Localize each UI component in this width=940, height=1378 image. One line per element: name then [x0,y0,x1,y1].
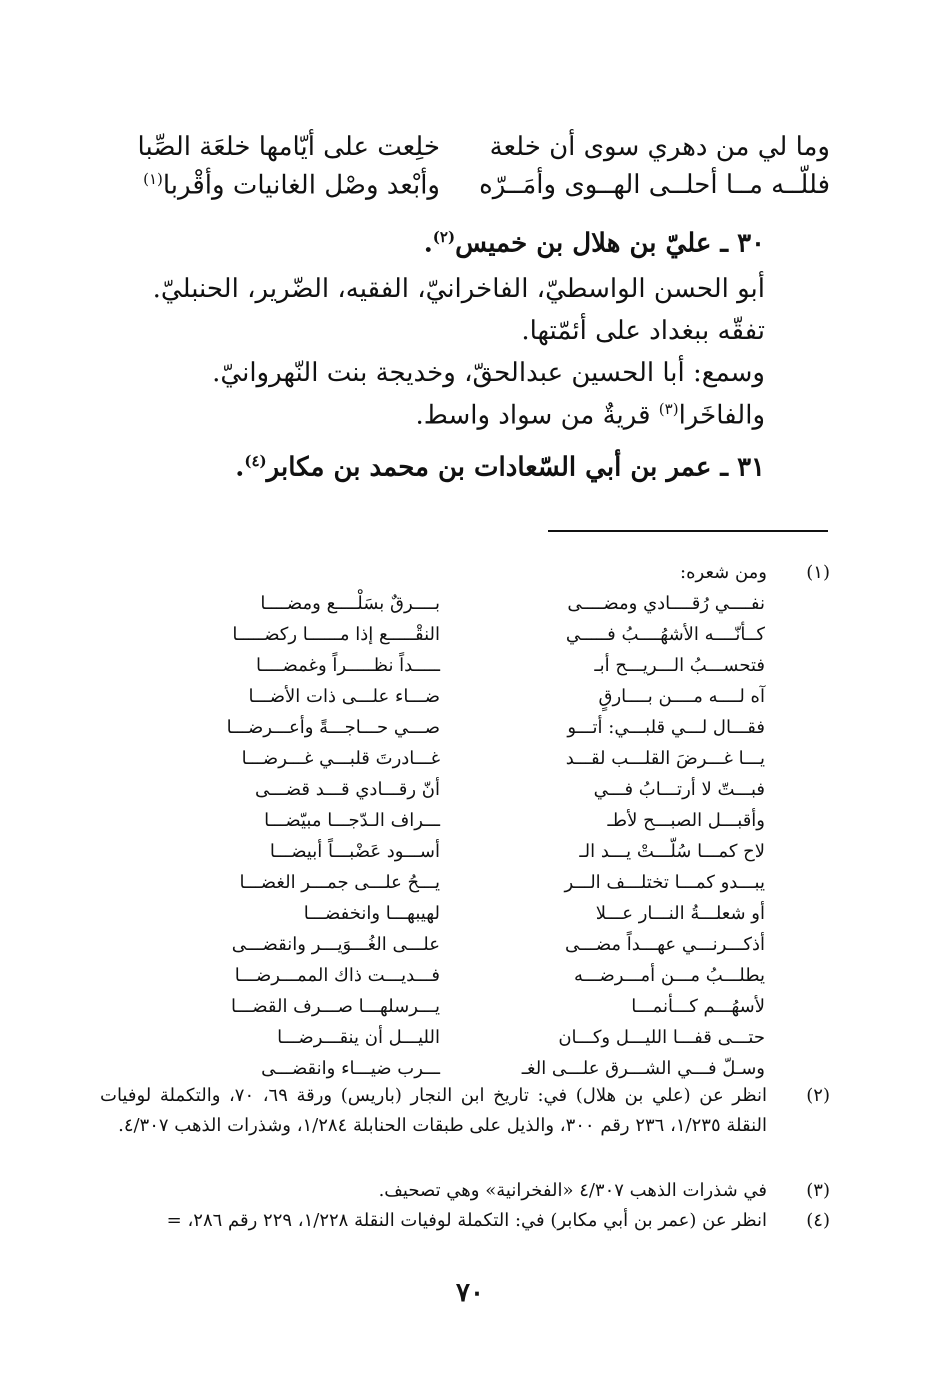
footnote-number: (٢) [806,1085,830,1106]
poem-verse [175,779,765,810]
verse-hemistich-first: فللّــه مــا أحلــى الهــوى وأمَــرّه [479,170,830,200]
entry-text-line: أبو الحسن الواسطيّ، الفاخرانيّ، الفقيه، الضّرير، الحنبليّ. [152,274,765,304]
poem-verse [175,810,765,841]
footnote-marker: (٣) [658,400,679,418]
place-description: قريةٌ من سواد واسط. [415,400,659,431]
verse-text: وأبْعد وصْل الغانيات وأقْربا [162,170,440,201]
poem-hemistich-first: كــأنّــــه الأشهُــــبُ فـــــي [565,624,765,645]
footnote-number: (٣) [806,1180,830,1201]
entry-text-line: وسمع: أبا الحسين عبدالحقّ، وخديجة بنت النّهروانيّ. [212,358,765,388]
poem-verse [175,965,765,996]
page-number: ٧٠ [456,1278,484,1308]
poem-hemistich-first: يطلـــبُ مـــن أمـــرضـــه [574,965,765,986]
entry-title: ٣١ ـ عمر بن أبي السّعادات بن محمد بن مكابر [266,452,765,483]
poem-verse [175,841,765,872]
entry-title: ٣٠ ـ عليّ بن هلال بن خميس [455,228,765,259]
footnote-marker: (٢) [432,228,456,246]
poem-verse [175,655,765,686]
verse-line [100,132,830,172]
entry-heading-end: . [423,228,433,259]
poem-hemistich-second: لهيبهـــا وانخفضـــا [303,903,440,924]
poem-hemistich-first: وسـلّ فـــي الشـــرق علـــى الغـ [521,1058,765,1079]
poem-hemistich-second: ـــــداً نظـــــراً وغمضــــا [255,655,440,676]
poem-verse [175,748,765,779]
footnote-number: (٤) [806,1210,830,1231]
poem-hemistich-second: ـــراف الـدّجـــا مبيّضـــا [264,810,440,831]
verse-line [100,170,830,210]
poem-hemistich-second: ـــرب ضيـــاء وانقضـــى [261,1058,440,1079]
poem-hemistich-first: أذكـــرنـــي عهـــداً مضـــى [565,934,765,955]
place-name: والفاخَرا [678,400,765,431]
entry-heading [100,452,765,483]
poem-hemistich-first: حتـــى قفـــا الليـــل وكـــان [558,1027,765,1048]
poem-hemistich-first: فبـــتّ لا أرتـــابُ فـــي [593,779,765,800]
poem-hemistich-second: غـــادرتَ قلبـــي غـــرضـــا [241,748,440,769]
poem-hemistich-first: فتحســـبُ الـــريـــح أبـ [594,655,765,676]
poem-hemistich-second: يـــرسلهـــا صـــرف القضـــا [230,996,440,1017]
poem-hemistich-first: وأقبـــل الصبـــح لأطـ [607,810,765,831]
poem-verse [175,1027,765,1058]
footnote-marker: (٤) [244,452,267,470]
entry-heading-end: . [235,452,245,483]
footnote-text: في شذرات الذهب ٤/٣٠٧ «الفخرانية» وهي تصحيف. [378,1180,767,1201]
poem-hemistich-first: نفــــي رُقــــادي ومضــــى [567,593,765,614]
entry-heading [100,228,765,259]
poem-hemistich-first: فقـــال لـــي قلبـــي: أتـــو [567,717,765,738]
verse-hemistich-second: خلِعت على أيّامها خلعَة الصِّبا [137,132,440,162]
poem-hemistich-second: أســـود عَضْبـــاً أبيضـــا [269,841,440,862]
footnote-intro: ومن شعره: [680,562,767,583]
poem-hemistich-first: لأسهُـــم كـــأنمـــا [631,996,765,1017]
footnote-number: (١) [806,562,830,583]
poem-verse [175,686,765,717]
verse-hemistich-first: وما لي من دهري سوى أن خلعة [489,132,830,162]
poem-hemistich-first: آه لــــه مــــن بــــارقٍ [598,686,765,707]
poem-hemistich-first: يبـــدو كمـــا تختلـــف الـــر [564,872,765,893]
poem-verse [175,593,765,624]
poem-hemistich-second: فـــديـــت ذاك الممـــرضـــا [234,965,440,986]
poem-verse [175,872,765,903]
poem-hemistich-first: يـــا غـــرضَ القلـــب لقـــد [565,748,765,769]
poem-hemistich-second: النقْـــــع إذا مــــــا ركضـــــا [232,624,440,645]
poem-verse [175,934,765,965]
poem-hemistich-first: أو شعلـــةُ النـــار عـــلا [595,903,765,924]
footnote-text: انظر عن (عمر بن أبي مكابر) في: التكملة لوفيات النقلة ١/٢٢٨، ٢٢٩ رقم ٢٨٦، = [166,1210,767,1231]
poem-verse [175,903,765,934]
poem-hemistich-second: صـــي حـــاجـــةً وأعـــرضـــا [226,717,440,738]
poem-hemistich-second: ضـــاء علـــى ذات الأضـــا [248,686,440,707]
footnote-separator [548,530,828,532]
entry-text-line: تفقّه ببغداد على أئمّتها. [521,316,765,346]
poem-hemistich-second: أنّ رقـــادي قـــد قضـــى [254,779,440,800]
poem-hemistich-second: بــــرقٌ بسَلْــــع ومضــــا [260,593,440,614]
entry-text-line [100,400,765,431]
poem-verse [175,717,765,748]
verse-hemistich-second [100,170,440,201]
poem-verse [175,996,765,1027]
poem-hemistich-second: علـــى الغُـــوَيـــر وانقضـــى [231,934,440,955]
poem-verse [175,624,765,655]
footnote-marker: (١) [143,170,163,188]
footnote-text: انظر عن (علي بن هلال) في: تاريخ ابن النجار (باريس) ورقة ٦٩، ٧٠، والتكملة لوفيات النقلة ١/٢٣٥، ٢٣٦ رقم ٣٠٠، والذيل على طبقات الحنابلة ١/٢٨٤، وشذرات الذهب ٤/٣٠٧. [100,1085,767,1136]
poem-hemistich-second: الليـــل أن ينقـــرضـــا [277,1027,440,1048]
poem-hemistich-first: لاح كمـــا سُلّـــتْ يـــد الـ [579,841,765,862]
poem-hemistich-second: يـــحُ علـــى جمـــر الغضـــا [239,872,440,893]
